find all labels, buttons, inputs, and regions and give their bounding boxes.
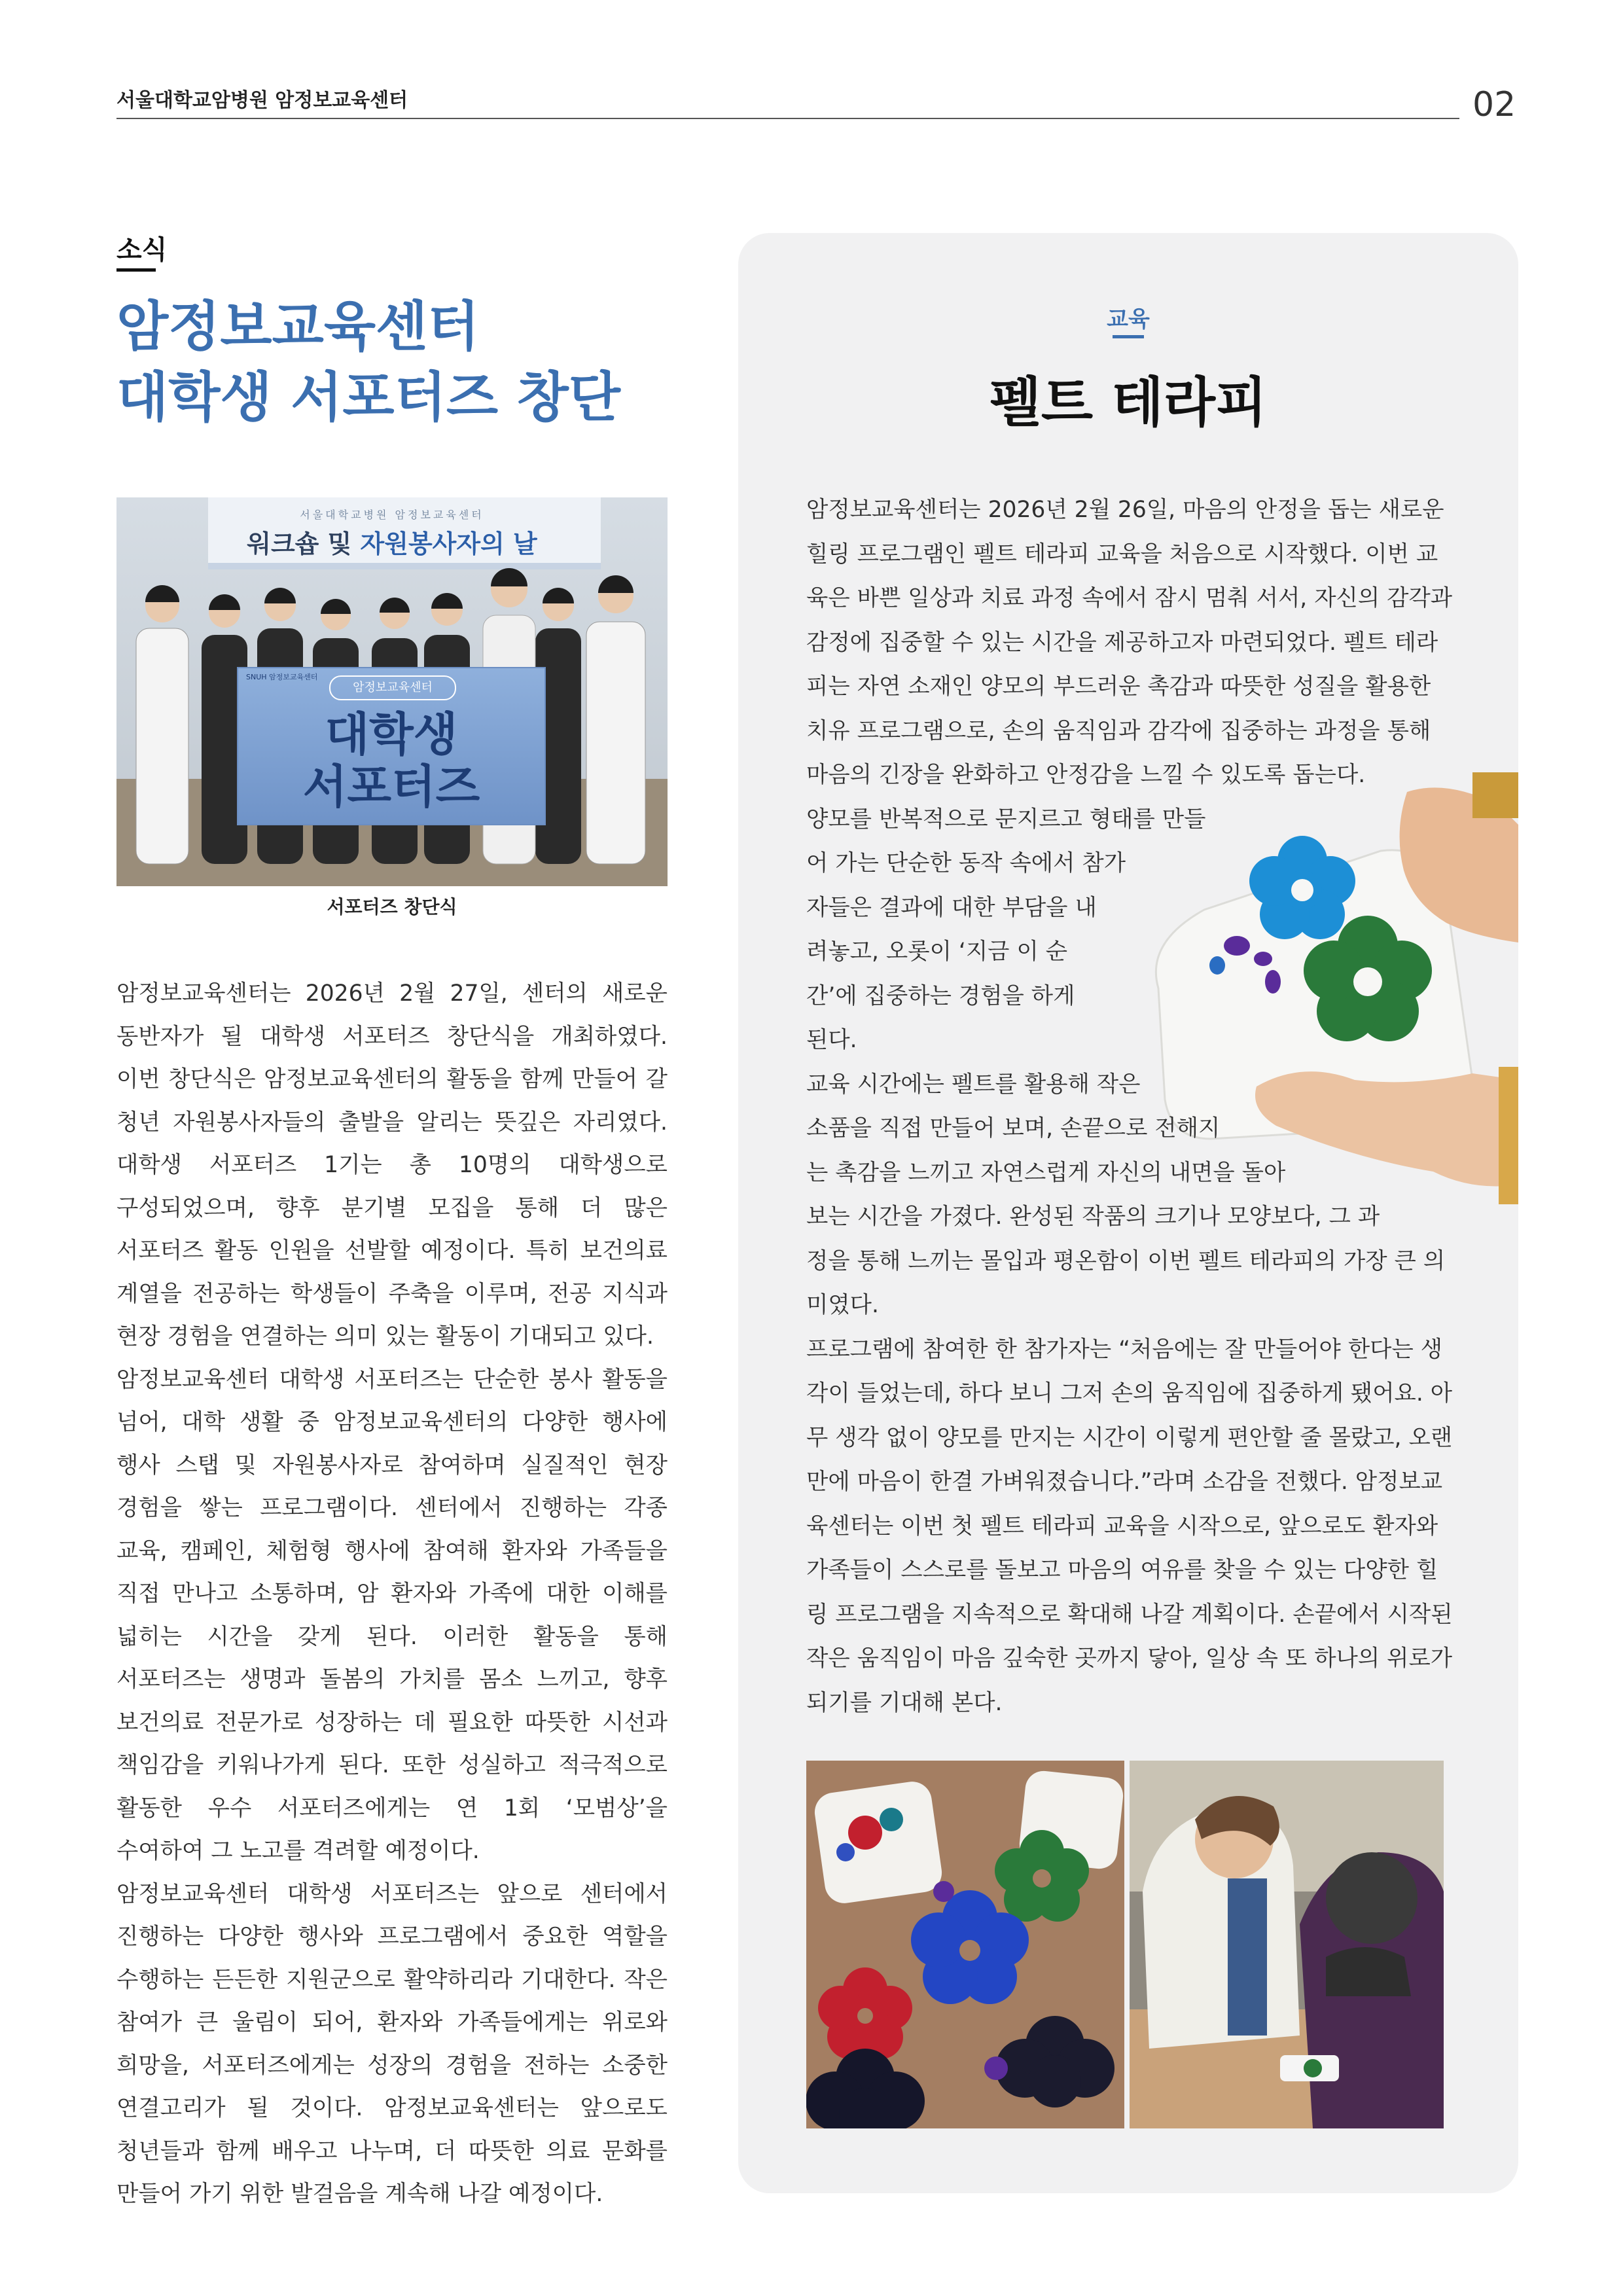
felt-therapy-line: 양모를 반복적으로 문지르고 형태를 만들: [806, 806, 1206, 833]
photo-caption: 서포터즈 창단식: [327, 896, 457, 918]
felt-therapy-line: 피는 자연 소재인 양모의 부드러운 촉감과 따뜻한 성질을 활용한: [806, 673, 1431, 700]
supporters-launch-photo: [116, 497, 668, 886]
section-label: 소식: [116, 235, 168, 265]
article-paragraph: 암정보교육센터는 2026년 2월 27일, 센터의 새로운 동반자가 될 대학생 서포터즈 창단식을 개최하였다. 이번 창단식은 암정보교육센터의 활동을 함께 만들어 갈 청년 자원봉사자들의 출발을 알리는 뜻깊은 자리였다. 대학생 서포터즈 1기는 총 10명의 대학생으로 구성되었으며, 향후 분기별 모집을 통해 더 많은 서포터즈 활동 인원을 선발할 예정이다. 특히 보건의료 계열을 전공하는 학생들이 주축을 이루며, 전공 지식과 현장 경험을 연결하는 의미 있는 활동이 기대되고 있다.: [116, 980, 668, 1350]
category-tag-underline: [1113, 335, 1144, 338]
felt-flowers-photo: [806, 1761, 1124, 2128]
category-tag: 교육: [1107, 306, 1150, 332]
banner-title: [116, 524, 668, 560]
section-underline: [116, 268, 156, 272]
flag-text-line2: 서포터즈: [302, 760, 480, 814]
flag-text-line1: 대학생: [325, 708, 458, 761]
felt-therapy-line: 간’에 집중하는 경험을 하게: [806, 982, 1075, 1009]
felt-therapy-title: 펠트 테라피: [989, 372, 1268, 434]
participants-crafting-photo: [1130, 1761, 1444, 2128]
felt-therapy-line: 교육 시간에는 펠트를 활용해 작은: [806, 1071, 1141, 1098]
article-paragraph: 암정보교육센터 대학생 서포터즈는 단순한 봉사 활동을 넘어, 대학 생활 중 암정보교육센터의 다양한 행사에 행사 스탭 및 자원봉사자로 참여하며 실질적인 현장 경험을 쌓는 프로그램이다. 센터에서 진행하는 각종 교육, 캠페인, 체험형 행사에 참여해 환자와 가족들을 직접 만나고 소통하며, 암 환자와 가족에 대한 이해를 넓히는 시간을 갖게 된다. 이러한 활동을 통해 서포터즈는 생명과 돌봄의 가치를 몸소 느끼고, 향후 보건의료 전문가로 성장하는 데 필요한 따뜻한 시선과 책임감을 키워나가게 된다. 또한 성실하고 적극적으로 활동한 우수 서포터즈에게는 연 1회 ‘모범상’을 수여하여 그 노고를 격려할 예정이다.: [116, 1366, 668, 1864]
felt-therapy-line: 각이 들었는데, 하다 보니 그저 손의 움직임에 집중하게 됐어요. 아: [806, 1380, 1453, 1407]
felt-therapy-line: 힐링 프로그램인 펠트 테라피 교육을 처음으로 시작했다. 이번 교: [806, 541, 1438, 567]
banner-subtitle: 서울대학교병원 암정보교육센터: [300, 509, 484, 521]
header-org-name: 서울대학교암병원 암정보교육센터: [116, 89, 408, 112]
felt-therapy-line: 자들은 결과에 대한 부담을 내: [806, 894, 1097, 921]
felt-therapy-line: 려놓고, 오롯이 ‘지금 이 순: [806, 939, 1068, 965]
felt-therapy-line: 링 프로그램을 지속적으로 확대해 나갈 계획이다. 손끝에서 시작된: [806, 1601, 1453, 1628]
felt-therapy-line: 어 가는 단순한 동작 속에서 참가: [806, 850, 1126, 876]
participants-illustration: [1130, 1761, 1444, 2128]
felt-therapy-line: 감정에 집중할 수 있는 시간을 제공하고자 마련되었다. 펠트 테라: [806, 629, 1438, 656]
felt-therapy-line: 육센터는 이번 첫 펠트 테라피 교육을 시작으로, 앞으로도 환자와: [806, 1513, 1438, 1539]
felt-therapy-line: 암정보교육센터는 2026년 2월 26일, 마음의 안정을 돕는 새로운: [806, 497, 1444, 523]
felt-therapy-line: 작은 움직임이 마음 깊숙한 곳까지 닿아, 일상 속 또 하나의 위로가: [806, 1645, 1453, 1672]
felt-therapy-line: 만에 마음이 한결 가벼워졌습니다.”라며 소감을 전했다. 암정보교: [806, 1469, 1443, 1495]
flag-tag: 암정보교육센터: [329, 675, 456, 700]
felt-therapy-line: 된다.: [806, 1027, 857, 1053]
page-number: 02: [1472, 85, 1516, 124]
article-title-line1: 암정보교육센터: [116, 296, 480, 358]
felt-therapy-line: 가족들이 스스로를 돌보고 마음의 여유를 찾을 수 있는 다양한 힐: [806, 1557, 1438, 1583]
felt-therapy-line: 프로그램에 참여한 한 참가자는 “처음에는 잘 만들어야 한다는 생: [806, 1336, 1443, 1363]
felt-therapy-line: 되기를 기대해 본다.: [806, 1689, 1003, 1716]
felt-therapy-line: 는 촉감을 느끼고 자연스럽게 자신의 내면을 돌아: [806, 1159, 1286, 1186]
felt-therapy-line: 소품을 직접 만들어 보며, 손끝으로 전해지: [806, 1115, 1221, 1141]
felt-flowers-illustration: [806, 1761, 1124, 2128]
article-paragraph: 암정보교육센터 대학생 서포터즈는 앞으로 센터에서 진행하는 다양한 행사와 프로그램에서 중요한 역할을 수행하는 든든한 지원군으로 활약하리라 기대한다. 작은 참여가 큰 울림이 되어, 환자와 가족들에게는 위로와 희망을, 서포터즈에게는 성장의 경험을 전하는 소중한 연결고리가 될 것이다. 암정보교육센터는 앞으로도 청년들과 함께 배우고 나누며, 더 따뜻한 의료 문화를 만들어 가기 위한 발걸음을 계속해 나갈 예정이다.: [116, 1880, 668, 2207]
felt-therapy-body: [806, 488, 1474, 1725]
flag-logo: SNUH 암정보교육센터: [246, 673, 318, 681]
felt-therapy-line: 미였다.: [806, 1292, 879, 1318]
article-title: [116, 292, 705, 433]
header-rule: [116, 118, 1459, 119]
felt-therapy-line: 무 생각 없이 양모를 만지는 시간이 이렇게 편안할 줄 몰랐고, 오랜: [806, 1424, 1453, 1451]
banner-title-emph: 자원봉사자의 날: [360, 529, 537, 558]
flag-text: [238, 708, 545, 813]
felt-therapy-line: 정을 통해 느끼는 몰입과 평온함이 이번 펠트 테라피의 가장 큰 의: [806, 1247, 1446, 1274]
article-title-line2: 대학생 서포터즈 창단: [116, 367, 621, 429]
article-body: [116, 973, 668, 2216]
felt-therapy-line: 마음의 긴장을 완화하고 안정감을 느낄 수 있도록 돕는다.: [806, 762, 1366, 788]
felt-therapy-line: 육은 바쁜 일상과 치료 과정 속에서 잠시 멈춰 서서, 자신의 감각과: [806, 585, 1453, 611]
felt-therapy-line: 보는 시간을 가졌다. 완성된 작품의 크기나 모양보다, 그 과: [806, 1204, 1380, 1230]
banner-title-prefix: 워크숍 및: [247, 529, 361, 558]
felt-therapy-line: 치유 프로그램으로, 손의 움직임과 감각에 집중하는 과정을 통해: [806, 717, 1431, 744]
